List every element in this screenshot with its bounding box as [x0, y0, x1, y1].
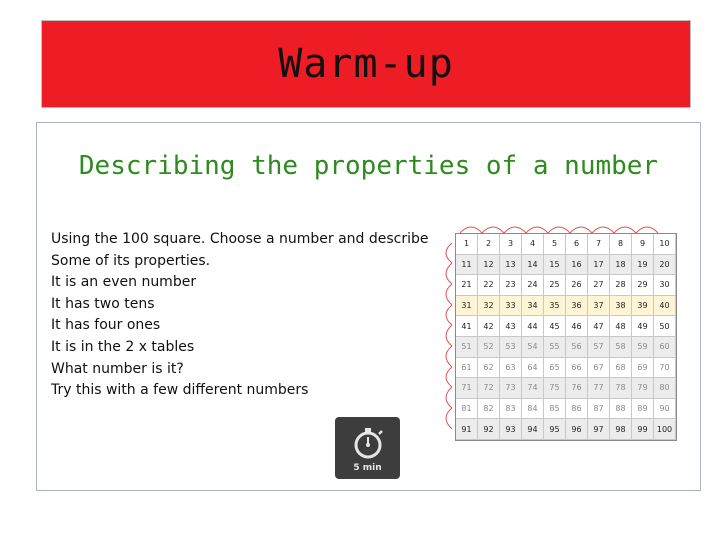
- hundred-square-cell: 7: [588, 234, 610, 255]
- hundred-square-cell: 80: [654, 378, 676, 399]
- hundred-square-cell: 28: [610, 275, 632, 296]
- hundred-square-cell: 46: [566, 316, 588, 337]
- hundred-square-cell: 21: [456, 275, 478, 296]
- hundred-square-cell: 100: [654, 419, 676, 440]
- hundred-square-cell: 71: [456, 378, 478, 399]
- hundred-square-cell: 72: [478, 378, 500, 399]
- hundred-square-cell: 87: [588, 399, 610, 420]
- hundred-square-cell: 3: [500, 234, 522, 255]
- hundred-square-cell: 85: [544, 399, 566, 420]
- page-title: Warm-up: [278, 41, 454, 87]
- hundred-square-cell: 15: [544, 255, 566, 276]
- hundred-square-cell: 89: [632, 399, 654, 420]
- hundred-square-cell: 42: [478, 316, 500, 337]
- hundred-square-cell: 60: [654, 337, 676, 358]
- title-banner: [41, 20, 691, 108]
- hundred-square-cell: 34: [522, 296, 544, 317]
- hundred-square-cell: 48: [610, 316, 632, 337]
- hundred-square-cell: 39: [632, 296, 654, 317]
- hundred-square-cell: 92: [478, 419, 500, 440]
- instruction-line: It has two tens: [51, 295, 155, 312]
- instruction-line: Try this with a few different numbers: [51, 382, 309, 399]
- hundred-square-cell: 56: [566, 337, 588, 358]
- hundred-square-cell: 35: [544, 296, 566, 317]
- hundred-square-cell: 98: [610, 419, 632, 440]
- hundred-square-cell: 53: [500, 337, 522, 358]
- hundred-square-cell: 32: [478, 296, 500, 317]
- hundred-square-cell: 33: [500, 296, 522, 317]
- timer-label: 5 min: [353, 463, 382, 473]
- hundred-square-cell: 74: [522, 378, 544, 399]
- hundred-square-cell: 82: [478, 399, 500, 420]
- hundred-square-cell: 75: [544, 378, 566, 399]
- hundred-square-cell: 70: [654, 358, 676, 379]
- hundred-square-cell: 64: [522, 358, 544, 379]
- hundred-square-cell: 59: [632, 337, 654, 358]
- hundred-square-cell: 88: [610, 399, 632, 420]
- hundred-square-cell: 38: [610, 296, 632, 317]
- instruction-line: Some of its properties.: [51, 252, 211, 269]
- hundred-square-cell: 2: [478, 234, 500, 255]
- hundred-square-cell: 65: [544, 358, 566, 379]
- hundred-square-cell: 45: [544, 316, 566, 337]
- hundred-square-cell: 44: [522, 316, 544, 337]
- hundred-square-cell: 97: [588, 419, 610, 440]
- hundred-square-cell: 96: [566, 419, 588, 440]
- hundred-square-cell: 51: [456, 337, 478, 358]
- hundred-square-cell: 68: [610, 358, 632, 379]
- hundred-square-cell: 36: [566, 296, 588, 317]
- hundred-square-cell: 99: [632, 419, 654, 440]
- instruction-line: It has four ones: [51, 317, 161, 334]
- hundred-square-figure: [438, 219, 678, 441]
- hundred-square-cell: 5: [544, 234, 566, 255]
- hundred-square-cell: 73: [500, 378, 522, 399]
- hundred-square-cell: 17: [588, 255, 610, 276]
- hundred-square-cell: 86: [566, 399, 588, 420]
- hundred-square-cell: 11: [456, 255, 478, 276]
- instruction-line: Using the 100 square. Choose a number and describe: [51, 231, 429, 247]
- hundred-square-cell: 79: [632, 378, 654, 399]
- hundred-square-cell: 54: [522, 337, 544, 358]
- hundred-square-cell: 83: [500, 399, 522, 420]
- hundred-square-cell: 14: [522, 255, 544, 276]
- hundred-square-cell: 16: [566, 255, 588, 276]
- instructions: [51, 229, 451, 402]
- hundred-square-cell: 18: [610, 255, 632, 276]
- hundred-square-cell: 58: [610, 337, 632, 358]
- instruction-line: What number is it?: [51, 360, 184, 377]
- hundred-square-cell: 69: [632, 358, 654, 379]
- hundred-square-cell: 93: [500, 419, 522, 440]
- left-arrows-decoration: [438, 219, 456, 441]
- hundred-square-cell: 52: [478, 337, 500, 358]
- hundred-square-cell: 57: [588, 337, 610, 358]
- hundred-square-cell: 31: [456, 296, 478, 317]
- hundred-square-cell: 37: [588, 296, 610, 317]
- hundred-square-cell: 27: [588, 275, 610, 296]
- hundred-square-cell: 94: [522, 419, 544, 440]
- hundred-square-cell: 22: [478, 275, 500, 296]
- hundred-square-cell: 84: [522, 399, 544, 420]
- hundred-square-cell: 50: [654, 316, 676, 337]
- instruction-line: It is in the 2 x tables: [51, 338, 195, 355]
- hundred-square-cell: 47: [588, 316, 610, 337]
- hundred-square-cell: 43: [500, 316, 522, 337]
- hundred-square-cell: 76: [566, 378, 588, 399]
- hundred-square-cell: 41: [456, 316, 478, 337]
- hundred-square-cell: 29: [632, 275, 654, 296]
- hundred-square-cell: 49: [632, 316, 654, 337]
- hundred-square-cell: 24: [522, 275, 544, 296]
- hundred-square-cell: 13: [500, 255, 522, 276]
- hundred-square-grid: [455, 233, 677, 441]
- hundred-square-cell: 40: [654, 296, 676, 317]
- hundred-square-cell: 30: [654, 275, 676, 296]
- hundred-square-cell: 62: [478, 358, 500, 379]
- hundred-square-cell: 4: [522, 234, 544, 255]
- hundred-square-cell: 25: [544, 275, 566, 296]
- hundred-square-cell: 6: [566, 234, 588, 255]
- hundred-square-cell: 12: [478, 255, 500, 276]
- hundred-square-cell: 78: [610, 378, 632, 399]
- hundred-square-cell: 26: [566, 275, 588, 296]
- hundred-square-cell: 77: [588, 378, 610, 399]
- hundred-square-cell: 23: [500, 275, 522, 296]
- hundred-square-cell: 1: [456, 234, 478, 255]
- hundred-square-cell: 81: [456, 399, 478, 420]
- hundred-square-cell: 90: [654, 399, 676, 420]
- hundred-square-cell: 95: [544, 419, 566, 440]
- hundred-square-cell: 20: [654, 255, 676, 276]
- hundred-square-cell: 91: [456, 419, 478, 440]
- hundred-square-cell: 10: [654, 234, 676, 255]
- hundred-square-cell: 19: [632, 255, 654, 276]
- hundred-square-cell: 8: [610, 234, 632, 255]
- instruction-line: It is an even number: [51, 274, 197, 291]
- timer-widget: [335, 417, 400, 479]
- hundred-square-cell: 55: [544, 337, 566, 358]
- hundred-square-cell: 66: [566, 358, 588, 379]
- hundred-square-cell: 67: [588, 358, 610, 379]
- stopwatch-icon: [335, 421, 400, 465]
- hundred-square-cell: 63: [500, 358, 522, 379]
- slide-subtitle: Describing the properties of a number: [78, 151, 659, 181]
- hundred-square-cell: 9: [632, 234, 654, 255]
- hundred-square-cell: 61: [456, 358, 478, 379]
